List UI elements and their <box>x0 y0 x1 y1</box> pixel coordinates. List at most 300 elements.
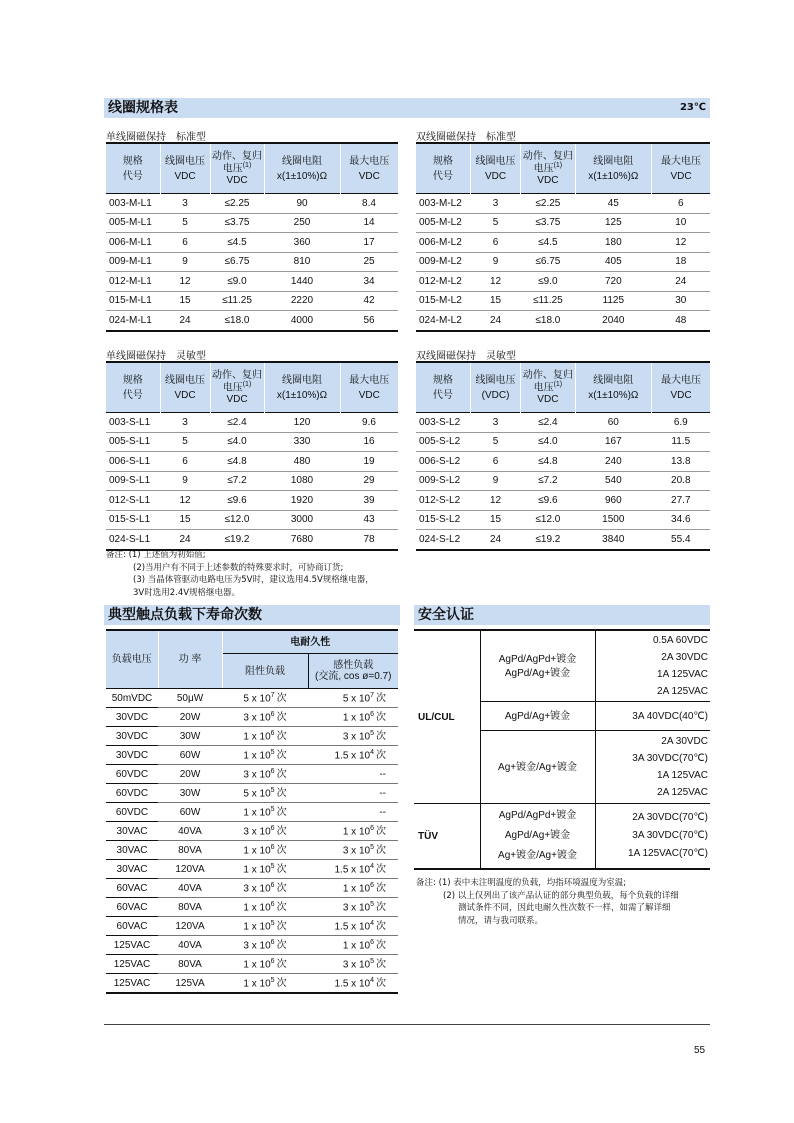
table-row <box>106 765 398 784</box>
table-cell: 6 <box>160 452 210 472</box>
table-row <box>106 291 398 311</box>
table-row <box>106 917 398 936</box>
load-voltage-cell: 30VAC <box>106 822 158 841</box>
table-row <box>106 708 398 727</box>
resistive-cell: 1 x $10^6$ 次 <box>222 727 308 746</box>
col-load-voltage: 负载电压 <box>106 630 158 689</box>
table-cell: 20.8 <box>652 471 710 491</box>
table-cell: 005-M-L1 <box>106 213 160 233</box>
load-voltage-cell: 60VAC <box>106 898 158 917</box>
table-cell: 9.6 <box>340 413 398 433</box>
table-cell: 015-S-L1 <box>106 510 160 530</box>
table-row <box>106 898 398 917</box>
notes-coil-spec <box>106 549 374 599</box>
table-row <box>106 803 398 822</box>
table-cell: 12 <box>652 233 710 253</box>
table-row <box>106 510 398 530</box>
table-cell: 009-S-L1 <box>106 471 160 491</box>
power-cell: 40VA <box>158 822 222 841</box>
table-cell: 24 <box>470 311 520 331</box>
table-cell: 9 <box>160 252 210 272</box>
table-cell: ≤12.0 <box>210 510 264 530</box>
resistive-cell: 5 x $10^5$ 次 <box>222 784 308 803</box>
col-inductive-line2: (交流, cos ø=0.7) <box>315 671 392 682</box>
table-cell: 009-M-L2 <box>416 252 470 272</box>
table-cell: 25 <box>340 252 398 272</box>
table-cell: 012-S-L1 <box>106 491 160 511</box>
col-operate-voltage: 动作、复归 电压$^{(1)}$ VDC <box>210 362 264 413</box>
table-cell: ≤2.4 <box>210 413 264 433</box>
table-cell: 3840 <box>575 530 652 550</box>
col-operate-voltage: 动作、复归 电压$^{(1)}$ VDC <box>210 143 264 194</box>
table-cell: 005-S-L2 <box>416 432 470 452</box>
table-cell: 024-M-L1 <box>106 311 160 331</box>
table-cell: 17 <box>340 233 398 253</box>
load-voltage-cell: 125VAC <box>106 936 158 955</box>
table-cell: 024-S-L1 <box>106 530 160 550</box>
table-cell: 3 <box>160 194 210 214</box>
inductive-cell: 1 x $10^6$ 次 <box>308 879 398 898</box>
col-max-voltage: 最大电压 VDC <box>340 143 398 194</box>
table-cell: ≤9.6 <box>521 491 575 511</box>
table-cell: 180 <box>575 233 652 253</box>
table-cell: 480 <box>264 452 340 472</box>
power-cell: 80VA <box>158 955 222 974</box>
table-cell: 56 <box>340 311 398 331</box>
table-cell: 48 <box>652 311 710 331</box>
table-cell: 9 <box>470 471 520 491</box>
table-row <box>416 413 710 433</box>
table-cell: 360 <box>264 233 340 253</box>
load-voltage-cell: 30VDC <box>106 727 158 746</box>
ul-material-1: AgPd/AgPd+镀金 AgPd/Ag+镀金 <box>480 630 595 702</box>
table-row <box>106 452 398 472</box>
table-cell: 18 <box>652 252 710 272</box>
table-cell: 003-S-L1 <box>106 413 160 433</box>
table-cell: 9 <box>470 252 520 272</box>
col-power: 功 率 <box>158 630 222 689</box>
load-voltage-cell: 30VAC <box>106 841 158 860</box>
power-cell: 40VA <box>158 936 222 955</box>
section-title: 安全认证 <box>418 607 474 623</box>
table-cell: 012-M-L1 <box>106 272 160 292</box>
table-cell: 167 <box>575 432 652 452</box>
resistive-cell: 1 x $10^5$ 次 <box>222 746 308 765</box>
table-cell: 42 <box>340 291 398 311</box>
cert-ul: UL/CUL <box>414 630 480 804</box>
caption-single-sens: 单线圈磁保持 灵敏型 <box>106 351 206 362</box>
resistive-cell: 1 x $10^6$ 次 <box>222 841 308 860</box>
table-row <box>106 746 398 765</box>
table-row <box>106 272 398 292</box>
resistive-cell: 1 x $10^6$ 次 <box>222 898 308 917</box>
col-coil-resistance: 线圈电阻 x(1±10%)Ω <box>575 362 652 413</box>
table-row <box>106 194 398 214</box>
inductive-cell: 1.5 x $10^4$ 次 <box>308 917 398 936</box>
table-cell: 005-M-L2 <box>416 213 470 233</box>
table-row <box>416 194 710 214</box>
spec-table-single-sens <box>106 361 398 551</box>
ul-material-3: Ag+镀金/Ag+镀金 <box>480 731 595 804</box>
table-cell: ≤6.75 <box>521 252 575 272</box>
table-row <box>416 233 710 253</box>
inductive-cell: 3 x $10^5$ 次 <box>308 898 398 917</box>
power-cell: 20W <box>158 765 222 784</box>
table-cell: 1440 <box>264 272 340 292</box>
power-cell: 30W <box>158 784 222 803</box>
load-voltage-cell: 60VDC <box>106 803 158 822</box>
table-cell: 15 <box>160 510 210 530</box>
power-cell: 60W <box>158 803 222 822</box>
table-cell: 12 <box>160 272 210 292</box>
table-cell: 43 <box>340 510 398 530</box>
col-coil-voltage: 线圈电压 VDC <box>160 362 210 413</box>
table-cell: 34 <box>340 272 398 292</box>
table-row <box>416 452 710 472</box>
table-cell: 15 <box>160 291 210 311</box>
table-row <box>106 233 398 253</box>
table-cell: 13.8 <box>652 452 710 472</box>
footer-rule <box>104 1024 710 1025</box>
life-table <box>106 629 398 994</box>
inductive-cell: 1 x $10^6$ 次 <box>308 936 398 955</box>
table-row <box>106 413 398 433</box>
tuv-materials: AgPd/AgPd+镀金 AgPd/Ag+镀金 Ag+镀金/Ag+镀金 <box>480 804 595 870</box>
table-cell: 24 <box>470 530 520 550</box>
table-cell: ≤9.0 <box>210 272 264 292</box>
resistive-cell: 3 x $10^6$ 次 <box>222 765 308 784</box>
table-row <box>106 841 398 860</box>
table-cell: 5 <box>470 432 520 452</box>
table-cell: 240 <box>575 452 652 472</box>
resistive-cell: 1 x $10^5$ 次 <box>222 860 308 879</box>
table-cell: 540 <box>575 471 652 491</box>
table-cell: ≤3.75 <box>521 213 575 233</box>
col-inductive-line1: 感性负载 <box>333 660 374 671</box>
table-cell: 006-S-L1 <box>106 452 160 472</box>
table-cell: ≤4.0 <box>521 432 575 452</box>
table-cell: ≤3.75 <box>210 213 264 233</box>
caption-single-std: 单线圈磁保持 标准型 <box>106 132 206 143</box>
col-coil-resistance: 线圈电阻 x(1±10%)Ω <box>264 143 340 194</box>
table-cell: 14 <box>340 213 398 233</box>
table-cell: 120 <box>264 413 340 433</box>
resistive-cell: 1 x $10^5$ 次 <box>222 803 308 822</box>
table-row <box>106 432 398 452</box>
table-cell: ≤11.25 <box>210 291 264 311</box>
ul-ratings-2: 3A 40VDC(40℃) <box>595 702 710 731</box>
table-cell: 11.5 <box>652 432 710 452</box>
table-cell: 90 <box>264 194 340 214</box>
table-cell: 009-M-L1 <box>106 252 160 272</box>
table-cell: ≤2.4 <box>521 413 575 433</box>
power-cell: 60W <box>158 746 222 765</box>
table-row <box>106 936 398 955</box>
col-code: 规格 代号 <box>416 362 470 413</box>
load-voltage-cell: 60VAC <box>106 917 158 936</box>
power-cell: 80VA <box>158 841 222 860</box>
col-max-voltage: 最大电压 VDC <box>652 362 710 413</box>
table-cell: 24 <box>160 530 210 550</box>
table-row <box>106 784 398 803</box>
table-cell: ≤4.5 <box>210 233 264 253</box>
table-cell: 4000 <box>264 311 340 331</box>
inductive-cell: 1 x $10^6$ 次 <box>308 708 398 727</box>
resistive-cell: 3 x $10^6$ 次 <box>222 708 308 727</box>
table-cell: ≤19.2 <box>210 530 264 550</box>
col-code: 规格 代号 <box>416 143 470 194</box>
section-header-life <box>104 605 400 625</box>
power-cell: 20W <box>158 708 222 727</box>
note-line: 备注: (1) 表中未注明温度的负载，均指环境温度为室温; <box>416 878 627 888</box>
table-cell: 10 <box>652 213 710 233</box>
table-cell: 3000 <box>264 510 340 530</box>
col-coil-voltage: 线圈电压 (VDC) <box>470 362 520 413</box>
inductive-cell: 1.5 x $10^4$ 次 <box>308 746 398 765</box>
table-cell: ≤2.25 <box>210 194 264 214</box>
table-row <box>416 213 710 233</box>
inductive-cell: -- <box>308 803 398 822</box>
table-row <box>106 689 398 708</box>
col-coil-voltage: 线圈电压 VDC <box>160 143 210 194</box>
table-cell: 6 <box>470 233 520 253</box>
table-cell: 6 <box>652 194 710 214</box>
table-cell: 1125 <box>575 291 652 311</box>
table-cell: ≤18.0 <box>521 311 575 331</box>
table-cell: 1920 <box>264 491 340 511</box>
table-cell: 24 <box>652 272 710 292</box>
resistive-cell: 5 x $10^7$ 次 <box>222 689 308 708</box>
temperature-label: 23℃ <box>679 102 706 113</box>
table-cell: 009-S-L2 <box>416 471 470 491</box>
power-cell: 125VA <box>158 974 222 994</box>
inductive-cell: -- <box>308 765 398 784</box>
table-cell: 003-S-L2 <box>416 413 470 433</box>
table-cell: ≤4.8 <box>521 452 575 472</box>
table-row <box>416 291 710 311</box>
spec-table-double-sens <box>416 361 710 551</box>
table-cell: 3 <box>160 413 210 433</box>
table-cell: 960 <box>575 491 652 511</box>
table-cell: 015-S-L2 <box>416 510 470 530</box>
load-voltage-cell: 60VDC <box>106 765 158 784</box>
table-cell: 29 <box>340 471 398 491</box>
table-cell: ≤4.8 <box>210 452 264 472</box>
table-cell: 6 <box>470 452 520 472</box>
inductive-cell: -- <box>308 784 398 803</box>
note-line: (2)当用户有不同于上述参数的特殊要求时，可协商订货; <box>133 562 344 573</box>
resistive-cell: 3 x $10^6$ 次 <box>222 822 308 841</box>
inductive-cell: 3 x $10^5$ 次 <box>308 955 398 974</box>
table-cell: 405 <box>575 252 652 272</box>
table-cell: 720 <box>575 272 652 292</box>
table-row <box>106 491 398 511</box>
power-cell: 50μW <box>158 689 222 708</box>
load-voltage-cell: 50mVDC <box>106 689 158 708</box>
table-cell: 27.7 <box>652 491 710 511</box>
caption-double-std: 双线圈磁保持 标准型 <box>416 132 516 143</box>
inductive-cell: 1.5 x $10^4$ 次 <box>308 974 398 994</box>
col-code: 规格 代号 <box>106 362 160 413</box>
table-cell: ≤9.6 <box>210 491 264 511</box>
table-cell: 9 <box>160 471 210 491</box>
table-cell: ≤18.0 <box>210 311 264 331</box>
caption-double-sens: 双线圈磁保持 灵敏型 <box>416 351 516 362</box>
table-cell: 015-M-L2 <box>416 291 470 311</box>
table-cell: 45 <box>575 194 652 214</box>
note-line: 测试条件不同，因此电耐久性次数不一样，如需了解详细 <box>458 903 671 913</box>
power-cell: 80VA <box>158 898 222 917</box>
note-line: 情况，请与我司联系。 <box>458 915 544 926</box>
table-cell: ≤11.25 <box>521 291 575 311</box>
load-voltage-cell: 30VDC <box>106 746 158 765</box>
table-cell: ≤9.0 <box>521 272 575 292</box>
table-row <box>106 530 398 550</box>
power-cell: 40VA <box>158 879 222 898</box>
table-row <box>106 213 398 233</box>
inductive-cell: 1 x $10^6$ 次 <box>308 822 398 841</box>
table-cell: 250 <box>264 213 340 233</box>
col-coil-voltage: 线圈电压 VDC <box>470 143 520 194</box>
table-cell: ≤6.75 <box>210 252 264 272</box>
col-coil-resistance: 线圈电阻 x(1±10%)Ω <box>264 362 340 413</box>
table-cell: 78 <box>340 530 398 550</box>
table-cell: 5 <box>160 432 210 452</box>
table-cell: 330 <box>264 432 340 452</box>
table-row <box>106 252 398 272</box>
note-line: (3) 当晶体管驱动电路电压为5V时，建议选用4.5V规格继电器， <box>133 575 374 585</box>
note-line: 3V时选用2.4V规格继电器。 <box>133 587 241 598</box>
note-line: (2) 以上仅列出了该产品认证的部分典型负载，每个负载的详细 <box>443 890 679 901</box>
table-cell: 3 <box>470 413 520 433</box>
tuv-ratings: 2A 30VDC(70℃) 3A 30VDC(70℃) 1A 125VAC(70℃) <box>628 812 708 859</box>
inductive-cell: 1.5 x $10^4$ 次 <box>308 860 398 879</box>
table-cell: 34.6 <box>652 510 710 530</box>
table-cell: ≤2.25 <box>521 194 575 214</box>
resistive-cell: 1 x $10^5$ 次 <box>222 974 308 994</box>
table-cell: ≤12.0 <box>521 510 575 530</box>
table-row <box>416 432 710 452</box>
resistive-cell: 1 x $10^6$ 次 <box>222 955 308 974</box>
table-cell: 6 <box>160 233 210 253</box>
table-cell: ≤19.2 <box>521 530 575 550</box>
table-cell: 12 <box>160 491 210 511</box>
resistive-cell: 3 x $10^6$ 次 <box>222 936 308 955</box>
page-number: 55 <box>694 1045 706 1056</box>
load-voltage-cell: 60VAC <box>106 879 158 898</box>
inductive-cell: 3 x $10^5$ 次 <box>308 841 398 860</box>
table-cell: 006-M-L1 <box>106 233 160 253</box>
table-cell: 5 <box>160 213 210 233</box>
load-voltage-cell: 30VDC <box>106 708 158 727</box>
table-row <box>106 471 398 491</box>
table-cell: 6.9 <box>652 413 710 433</box>
table-row <box>106 860 398 879</box>
table-row <box>416 491 710 511</box>
table-row <box>106 879 398 898</box>
load-voltage-cell: 30VAC <box>106 860 158 879</box>
table-cell: 5 <box>470 213 520 233</box>
table-cell: 15 <box>470 291 520 311</box>
table-cell: 125 <box>575 213 652 233</box>
col-inductive <box>308 654 398 689</box>
col-max-voltage: 最大电压 VDC <box>340 362 398 413</box>
table-cell: 003-M-L1 <box>106 194 160 214</box>
table-row <box>106 974 398 994</box>
table-cell: 15 <box>470 510 520 530</box>
table-cell: 005-S-L1 <box>106 432 160 452</box>
col-endurance: 电耐久性 <box>222 630 398 654</box>
table-row <box>416 530 710 550</box>
table-cell: 2040 <box>575 311 652 331</box>
spec-table-single-std <box>106 142 398 332</box>
table-cell: ≤7.2 <box>521 471 575 491</box>
col-operate-voltage: 动作、复归 电压$^{(1)}$ VDC <box>521 143 575 194</box>
section-title: 典型触点负载下寿命次数 <box>108 607 262 623</box>
table-row <box>416 252 710 272</box>
col-code: 规格 代号 <box>106 143 160 194</box>
cert-tuv: TÜV <box>414 804 480 870</box>
safety-table <box>414 629 710 870</box>
load-voltage-cell: 125VAC <box>106 974 158 994</box>
spec-table-double-std <box>416 142 710 332</box>
col-resistive: 阻性负载 <box>222 654 308 689</box>
table-cell: 006-M-L2 <box>416 233 470 253</box>
table-cell: 30 <box>652 291 710 311</box>
table-row <box>106 822 398 841</box>
table-cell: 012-S-L2 <box>416 491 470 511</box>
table-cell: 39 <box>340 491 398 511</box>
table-cell: 8.4 <box>340 194 398 214</box>
notes-safety <box>416 877 679 927</box>
ul-material-2: AgPd/Ag+镀金 <box>480 702 595 731</box>
power-cell: 120VA <box>158 917 222 936</box>
table-cell: 19 <box>340 452 398 472</box>
table-row <box>106 727 398 746</box>
table-row <box>416 471 710 491</box>
table-cell: 015-M-L1 <box>106 291 160 311</box>
col-operate-voltage: 动作、复归 电压$^{(1)}$ VDC <box>521 362 575 413</box>
table-cell: ≤4.5 <box>521 233 575 253</box>
table-cell: 012-M-L2 <box>416 272 470 292</box>
table-cell: 12 <box>470 272 520 292</box>
section-title: 线圈规格表 <box>108 100 178 116</box>
col-max-voltage: 最大电压 VDC <box>652 143 710 194</box>
resistive-cell: 3 x $10^6$ 次 <box>222 879 308 898</box>
inductive-cell: 3 x $10^5$ 次 <box>308 727 398 746</box>
table-cell: 006-S-L2 <box>416 452 470 472</box>
note-line: 备注: (1) 上述值为初始值; <box>106 550 206 560</box>
table-cell: 55.4 <box>652 530 710 550</box>
table-row <box>416 510 710 530</box>
section-header-coil-spec <box>104 98 710 118</box>
power-cell: 120VA <box>158 860 222 879</box>
section-header-safety <box>414 605 710 625</box>
table-cell: 1500 <box>575 510 652 530</box>
table-cell: ≤7.2 <box>210 471 264 491</box>
ul-ratings-1: 0.5A 60VDC 2A 30VDC 1A 125VAC 2A 125VAC <box>595 630 710 702</box>
table-cell: ≤4.0 <box>210 432 264 452</box>
resistive-cell: 1 x $10^5$ 次 <box>222 917 308 936</box>
load-voltage-cell: 60VDC <box>106 784 158 803</box>
table-cell: 12 <box>470 491 520 511</box>
col-coil-resistance: 线圈电阻 x(1±10%)Ω <box>575 143 652 194</box>
table-cell: 810 <box>264 252 340 272</box>
table-cell: 7680 <box>264 530 340 550</box>
table-cell: 024-S-L2 <box>416 530 470 550</box>
table-row <box>106 955 398 974</box>
table-cell: 024-M-L2 <box>416 311 470 331</box>
